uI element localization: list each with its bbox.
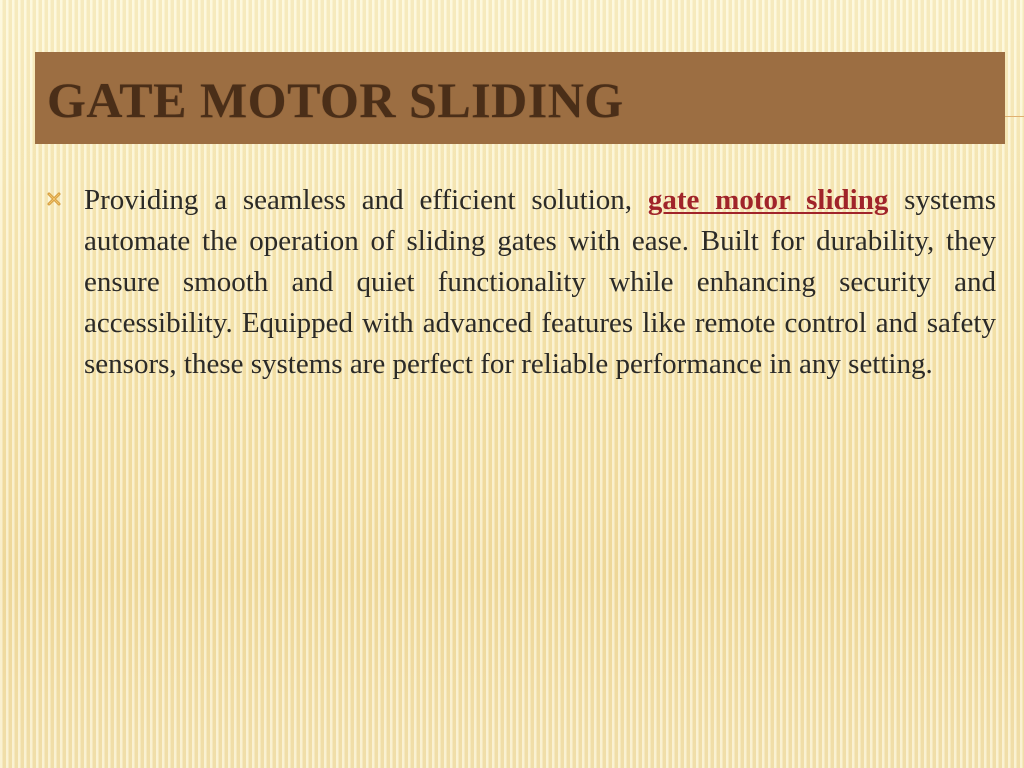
title-accent-line	[1005, 116, 1024, 117]
slide-title: GATE MOTOR SLIDING	[47, 72, 624, 128]
bullet-text-after: systems automate the operation of sliding gates with ease. Built for durability, they ensure smooth and quiet functionality while enhancing security and accessibility. Equipped with advanced features like remote control and safety sensors, these systems are perfect for reliable performance in any setting.	[84, 184, 997, 380]
bullet-item	[46, 180, 996, 385]
x-mark-bullet-icon	[46, 191, 62, 207]
bullet-text-before: Providing a seamless and efficient solution,	[84, 184, 648, 216]
gate-motor-sliding-link[interactable]: gate motor sliding	[647, 184, 889, 216]
title-bar	[35, 52, 1005, 144]
content-area	[46, 180, 996, 385]
bullet-paragraph	[84, 180, 996, 385]
